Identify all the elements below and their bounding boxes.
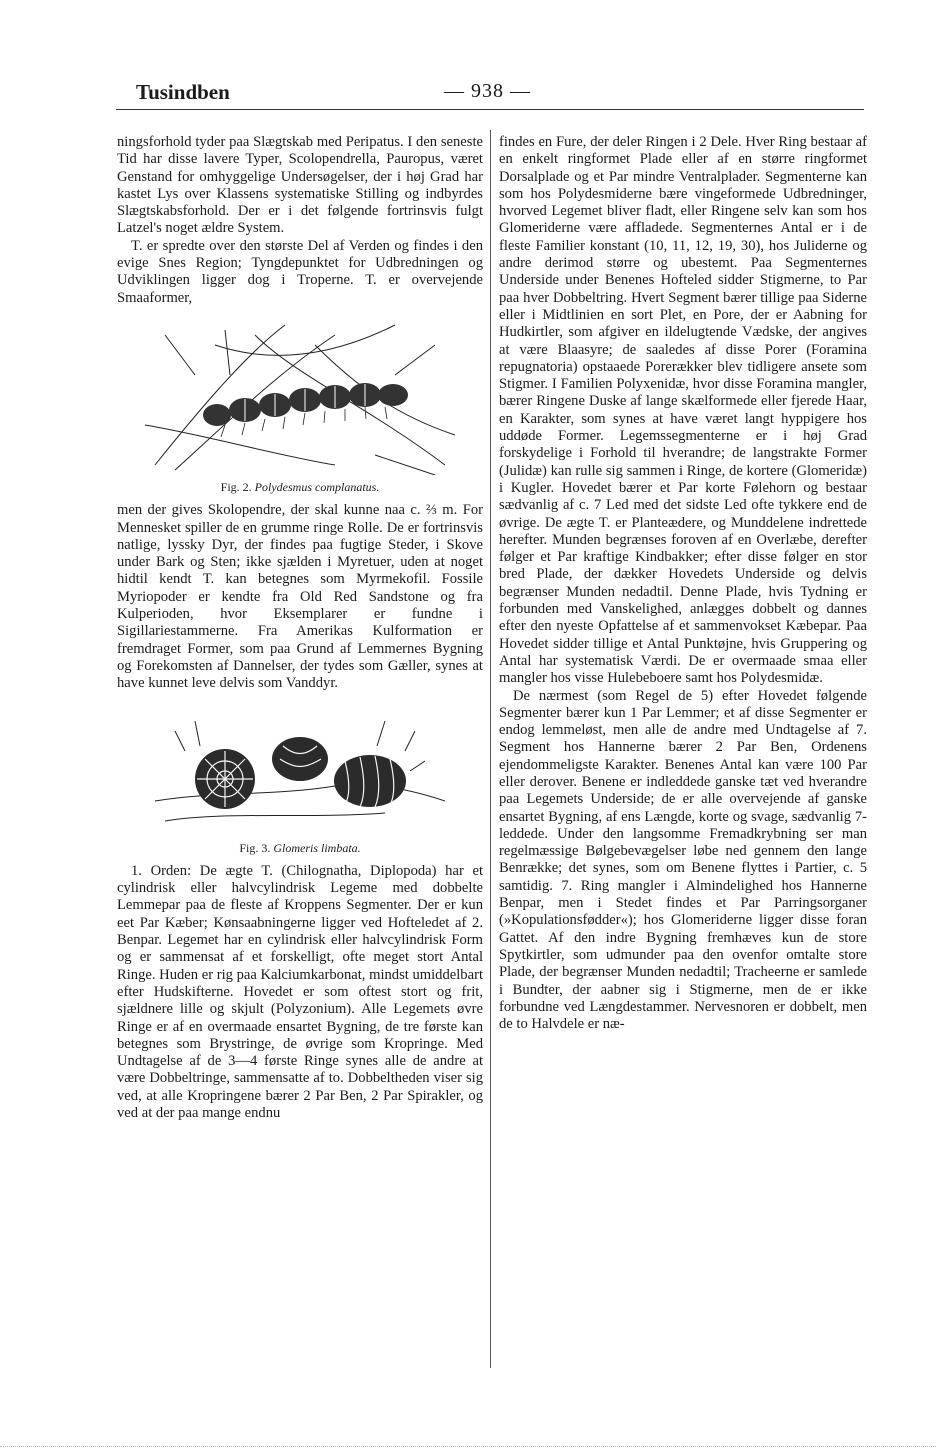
- running-head-title: Tusindben: [136, 80, 230, 104]
- pill-millipede-illustration: [155, 701, 445, 836]
- right-column: [499, 134, 867, 1033]
- figure-3-number: Fig. 3.: [239, 840, 271, 855]
- header-rule: [116, 109, 864, 110]
- paragraph: T. er spredte over den største Del af Verden og findes i den evige Snes Region; Tyngdepunktet for Udbredningen og Udviklingen ligger dog i Troperne. T. er overvejende Smaaformer,: [117, 237, 483, 306]
- paragraph: findes en Fure, der deler Ringen i 2 Dele. Hver Ring bestaar af en enkelt ringformet Plade eller af en større ringformet Dorsalplade og et Par mindre Ventralplader. Segmenterne kan som hos Polydesmiderne bære vingeformede Udbredninger, hvorved Legemet bliver fladt, eller Ringene selv kan som hos Glomeriderne være affladede. Segmenternes Antal er i de fleste Familier konstant (10, 11, 12, 19, 30), hos Juliderne og andre derimod større og ubestemt. Paa Segmenternes Underside under Benenes Hofteled sidder Stigmerne, to Par paa hver Dobbeltring. Hvert Segment bærer tillige paa Siderne eller i Midtlinien en sort Plet, en Pore, der er Aabning for Hudkirtler, som afgiver en ildelugtende Vædske, der angives at være Blaasyre; de saaledes af disse Porer (Foramina repugnatoria) opstaaede Porerækker blev tidligere ansete som Stigmer. I Familien Polyxenidæ, hvor disse Foramina mangler, bærer Ringene Duske af lange skælformede eller fjerede Haar, en Karakter, som synes at have været langt hyppigere hos uddøde Former. Legemssegmenterne er i høj Grad forskydelige i Forhold til hverandre; de langstrakte Former (Julidæ) kan rulle sig sammen i Ringe, de kortere (Glomeridæ) i Kugler. Hovedet bærer et Par korte Følehorn og bestaar sædvanlig af c. 7 Led med det sidste Led ofte tykkere end de øvrige. De ægte T. er Planteædere, og Munddelene indrettede herefter. Munden begrænses foroven af en Overlæbe, derefter følger et Par kraftige Kindbakker; efter disse følger en stor bred Plade, der dækker Hovedets Underside og delvis begrænser Munden nedadtil. Denne Plade, hvis Tydning er forbunden med Vanskelighed, anlægges dobbelt og dannes efter den nyeste Opfattelse af et sammenvokset Kæbepar. Paa Hovedet sidder tillige et Antal Punktøjne, hvis Gruppering og Antal har systematisk Værdi. De er overmaade smaa eller mangler hos visse Hulebeboere samt hos Polydesmidæ.: [499, 134, 867, 687]
- page-number: — 938 —: [444, 80, 531, 102]
- paragraph: 1. Orden: De ægte T. (Chilognatha, Diplopoda) har et cylindrisk eller halvcylindrisk Legeme med dobbelte Lemmepar paa de fleste af Kroppens Segmenter. Der er kun eet Par Kæber; Kønsaabningerne ligger ved Hofteledet af 2. Benpar. Legemet har en cylindrisk eller halvcylindrisk Form og er sammensat af et forskelligt, ofte meget stort Antal Ringe. Huden er rig paa Kalciumkarbonat, mindst umiddelbart efter Hudskifterne. Hovedet er som oftest stort og frit, sjældnere lille og skjult (Polyzonium). Alle Legemets øvre Ringe er af en overmaade ensartet Bygning, de tre første kan betegnes som Brystringe, de øvrige som Kropringe. Med Undtagelse af de 3—4 første Ringe synes alle de andre at være Dobbeltringe, sammensatte af to. Dobbeltheden viser sig ved, at alle Kropringene bærer 2 Par Ben, 2 Par Spirakler, og ved at der paa mange endnu: [117, 862, 483, 1121]
- column-divider: [490, 130, 491, 1368]
- figure-3-caption: [117, 840, 483, 857]
- millipede-illustration: [135, 315, 465, 475]
- figure-3: [117, 701, 483, 857]
- figure-2: [117, 315, 483, 496]
- scan-edge: [0, 1446, 936, 1447]
- figure-2-caption: [117, 479, 483, 496]
- figure-2-number: Fig. 2.: [220, 479, 252, 494]
- paragraph: men der gives Skolopendre, der skal kunne naa c. ⅔ m. For Mennesket spiller de en grumme ringe Rolle. De er fortrinsvis natlige, lyssky Dyr, der findes paa fugtige Steder, i Skove under Bark og Sten; ikke sjælden i Myretuer, uden at noget hidtil kendt T. kan betegnes som Myrmekofil. Fossile Myriopoder er kendte fra Old Red Sandstone og fra Kulperioden, hvor Eksemplarer er fundne i Sigillariestammerne. Fra Amerikas Kulformation er fremdraget Former, som paa Grund af Lemmernes Bygning og Forekomsten af Dannelser, der tydes som Gæller, synes at have kunnet leve delvis som Vanddyr.: [117, 502, 483, 692]
- paragraph: ningsforhold tyder paa Slægtskab med Peripatus. I den seneste Tid har disse lavere Typer, Scolopendrella, Pauropus, været Genstand for omhyggelige Undersøgelser, der i høj Grad har kastet Lys over Klassens systematiske Stilling og indbyrdes Slægtskabsforhold. Der er i det følgende fortrinsvis fulgt Latzel's noget ældre System.: [117, 134, 483, 237]
- figure-2-species: Polydesmus complanatus.: [254, 479, 380, 494]
- left-column: [117, 134, 483, 1122]
- paragraph: De nærmest (som Regel de 5) efter Hovedet følgende Segmenter bærer kun 1 Par Lemmer; et af disse Segmenter er endog lemmeløst, men alle de andre med Undtagelse af 7. Segment hos Hannerne bærer 2 Par Ben, Ordenens ejendommeligste Karakter. Benenes Antal kan være 100 Par eller derover. Benene er indleddede ganske tæt ved hverandre paa Legemets Underside; de er alle overvejende af ganske ensartet Bygning, af ens Længde, korte og svage, sædvanlig 7-leddede. Under den langsomme Fremadkrybning ser man regelmæssige Bølgebevægelser løbe ned gennem den lange Benrække; det synes, som om Benene flyttes i Partier, c. 5 samtidig. 7. Ring mangler i Almindelighed hos Hannerne Benpar, men i Stedet findes et Par Parringsorganer (»Kopulationsfødder«); hos Glomeriderne ligger disse foran Gattet. Af den indre Bygning fremhæves kun de store Spytkirtler, som udmunder paa den ovenfor omtalte store Plade, der begrænser Munden nedadtil; Tracheerne er samlede i Bundter, der aabner sig i Stigmerne, men de er ikke forbundne ved Længdestammer. Nervesnoren er dobbelt, men de to Halvdele er næ-: [499, 687, 867, 1033]
- figure-3-species: Glomeris limbata.: [273, 840, 361, 855]
